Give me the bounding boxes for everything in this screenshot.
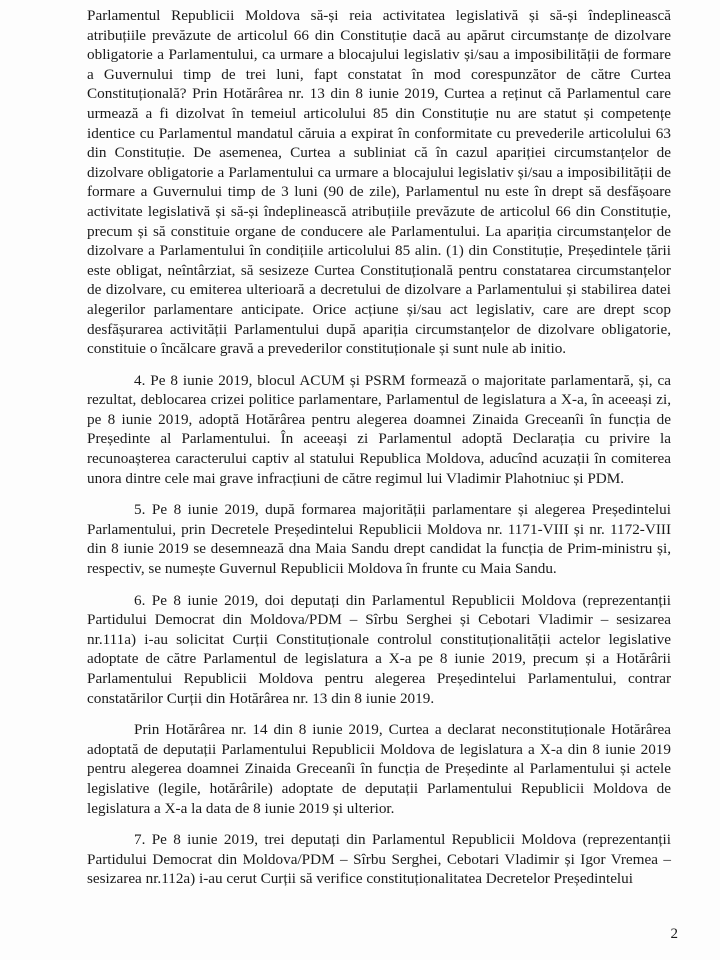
paragraph-item-6: 6. Pe 8 iunie 2019, doi deputați din Parlamentul Republicii Moldova (reprezentanții Partidului Democrat din Moldova/PDM – Sîrbu Serghei și Cebotari Vladimir – sesizarea nr.111a) i-au solicitat Curții Constituționale controlul constituționalității actelor legislative adoptate de către Parlamentul de legislatura a X-a pe 8 iunie 2019, precum și a Hotărârii Parlamentului Republicii Moldova pentru alegerea Președintelui Parlamentului, contrar constatărilor Curții din Hotărârea nr. 13 din 8 iunie 2019. (87, 591, 671, 707)
paragraph-item-7: 7. Pe 8 iunie 2019, trei deputați din Parlamentul Republicii Moldova (reprezentanții Partidului Democrat din Moldova/PDM – Sîrbu Serghei, Cebotari Vladimir și Igor Vremea – sesizarea nr.112a) i-au cerut Curții să verifice constituționalitatea Decretelor Președintelui (87, 831, 671, 888)
paragraph-continuation: Parlamentul Republicii Moldova să-și reia activitatea legislativă și să-și îndeplinească atribuțiile prevăzute de articolul 66 din Constituție dacă au apărut circumstanțe de dizolvare obligatorie a Parlamentului, ca urmare a blocajului legislativ și/sau a imposibilității de formare a Guvernului timp de trei luni, fapt constatat în mod corespunzător de către Curtea Constituțională? Prin Hotărârea nr. 13 din 8 iunie 2019, Curtea a reținut că Parlamentul care urmează a fi dizolvat în temeiul articolului 85 din Constituție nu are statut și competențe identice cu Parlamentul mandatul căruia a expirat în conformitate cu prevederile articolului 63 din Constituție. De asemenea, Curtea a subliniat că în cazul apariției circumstanțelor de dizolvare obligatorie a Parlamentului ca urmare a blocajului legislativ și/sau a imposibilității de formare a Guvernului timp de 3 luni (90 de zile), Parlamentul nu este în drept să desfășoare activitate legislativă și să-și îndeplinească atribuțiile prevăzute de articolul 66 din Constituție, precum și să constituie organe de conducere ale Parlamentului. La apariția circumstanțelor de dizolvare a Parlamentului în condițiile articolului 85 alin. (1) din Constituție, Președintele țării este obligat, neîntârziat, să sesizeze Curtea Constituțională pentru constatarea circumstanțelor de dizolvare, cu emiterea ulterioară a decretului de dizolvare a Parlamentului și stabilirea datei alegerilor parlamentare anticipate. Orice acțiune și/sau act legislativ, care are drept scop desfășurarea activității Parlamentului după apariția circumstanțelor de dizolvare obligatorie, constituie o încălcare gravă a prevederilor constituționale și sunt nule ab initio. (87, 7, 671, 358)
paragraph-hotararea-14: Prin Hotărârea nr. 14 din 8 iunie 2019, Curtea a declarat neconstituționale Hotărârea adoptată de deputații Parlamentului Republicii Moldova de legislatura a X-a din 8 iunie 2019 pentru alegerea doamnei Zinaida Greceanîi în funcția de Președinte al Parlamentului și actele legislative (legile, hotărârile) adoptate de deputații Parlamentului Republicii Moldova de legislatura a X-a la data de 8 iunie 2019 și ulterior. (87, 721, 671, 817)
paragraph-item-4: 4. Pe 8 iunie 2019, blocul ACUM și PSRM formează o majoritate parlamentară, și, ca rezultat, deblocarea crizei politice parlamentare, Parlamentul de legislatura a X-a, în aceeași zi, pe 8 iunie 2019, adoptă Hotărârea pentru alegerea doamnei Zinaida Greceanîi în funcția de Președinte al Parlamentului. În aceeași zi Parlamentul adoptă Declarația cu privire la recunoașterea caracterului captiv al statului Republica Moldova, aducînd acuzații în comiterea unora dintre cele mai grave infracțiuni de către regimul lui Vladimir Plahotniuc și PDM. (87, 371, 671, 487)
paragraph-item-5: 5. Pe 8 iunie 2019, după formarea majorității parlamentare și alegerea Președintelui Parlamentului, prin Decretele Președintelui Republicii Moldova nr. 1171-VIII și nr. 1172-VIII din 8 iunie 2019 se desemnează dna Maia Sandu drept candidat la funcția de Prim-ministru și, respectiv, se numește Guvernul Republicii Moldova în frunte cu Maia Sandu. (87, 501, 671, 578)
page-number: 2 (670, 926, 678, 942)
document-body (87, 6, 671, 889)
